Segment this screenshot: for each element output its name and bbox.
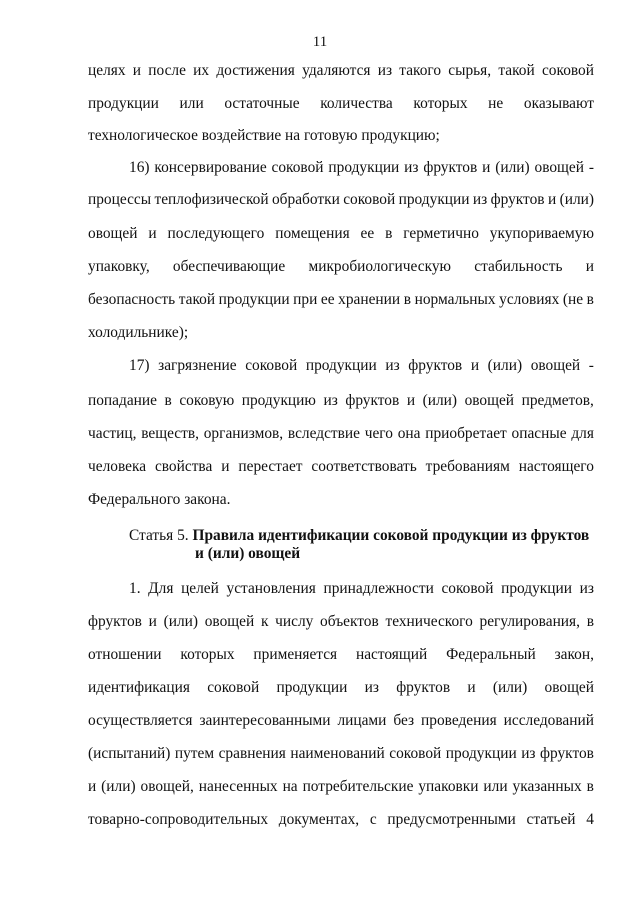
word: достижения (216, 62, 295, 79)
word: осуществляется (88, 712, 193, 729)
word: теплофизической (154, 191, 269, 208)
word: продукции (328, 159, 400, 176)
word: соковой (245, 357, 298, 374)
text-line (88, 225, 594, 243)
word: заинтересованными (199, 712, 331, 729)
word: применяется (253, 646, 338, 663)
text-line (88, 291, 594, 309)
word: соответствовать (311, 458, 417, 475)
word: документах, (278, 811, 360, 828)
word: в (164, 392, 172, 409)
word: консервирование (154, 159, 267, 176)
word: фруктов (88, 613, 142, 630)
text-line (88, 95, 594, 113)
word: такой (178, 291, 216, 308)
word: (или) (422, 392, 458, 409)
word: овощей (544, 679, 594, 696)
word: (или) (495, 159, 530, 176)
page-number: 11 (312, 34, 328, 50)
word: объектов (320, 613, 379, 630)
word: указанных (512, 778, 582, 795)
word: в (586, 613, 594, 630)
word: и (132, 62, 142, 79)
word: продукции (88, 95, 159, 112)
word: наименований (290, 745, 385, 762)
word: которых (180, 646, 235, 663)
word: свойства (154, 458, 213, 475)
word: регулирования, (479, 613, 580, 630)
word: ее (360, 225, 375, 242)
word: овощей (530, 357, 581, 374)
word: вследствие (287, 425, 360, 442)
word: их (193, 62, 210, 79)
word: и (470, 357, 480, 374)
text-line (88, 745, 594, 763)
word: проведения (421, 712, 497, 729)
word: из (385, 357, 400, 374)
word: предметов, (521, 392, 594, 409)
text-line (88, 458, 594, 476)
word: сравнения (218, 745, 286, 762)
word: микробиологическую (308, 258, 452, 275)
word: стабильность (474, 258, 563, 275)
word: предусмотренными (387, 811, 516, 828)
word: чего (364, 425, 393, 442)
word: Федеральный (446, 646, 536, 663)
word: принадлежности (323, 580, 434, 597)
word: (или) (163, 613, 199, 630)
word: соковую (179, 392, 235, 409)
word: овощей (88, 225, 138, 242)
word: соковой (271, 159, 324, 176)
word: фруктов (423, 159, 478, 176)
word: - (588, 357, 594, 374)
word: к (260, 613, 269, 630)
word: из (404, 159, 419, 176)
word: 1. (129, 580, 141, 597)
word: сырья, (448, 62, 492, 79)
word: на (282, 778, 298, 795)
text-line (88, 778, 594, 796)
word: не (488, 95, 504, 112)
word: человека (88, 458, 147, 475)
word: (или) (559, 191, 594, 208)
text-line (88, 613, 594, 631)
word: при (293, 291, 318, 308)
word: фруктов (408, 357, 463, 374)
word: числу (275, 613, 314, 630)
text-line: холодильнике); (88, 324, 189, 341)
word: в (403, 291, 411, 308)
word: 4 (586, 811, 594, 828)
word: обработки (271, 191, 340, 208)
text-line (88, 191, 594, 209)
article-heading (129, 527, 589, 545)
word: соковой (541, 62, 594, 79)
word: из (521, 745, 536, 762)
word: в (586, 778, 594, 795)
word: и (547, 191, 557, 208)
word: соковой (389, 745, 442, 762)
word: статьей (526, 811, 576, 828)
word: фруктов (540, 745, 594, 762)
word: (испытаний) (88, 745, 171, 762)
word: приобретает (425, 425, 507, 442)
word: фруктов (345, 392, 400, 409)
word: ее (320, 291, 335, 308)
word: лицами (337, 712, 387, 729)
article-title-continuation: и (или) овощей (195, 545, 301, 562)
word: последующего (167, 225, 265, 242)
word: нанесенных (198, 778, 278, 795)
word: и (406, 392, 416, 409)
word: частиц, (88, 425, 137, 442)
word: хранении (338, 291, 401, 308)
word: после (148, 62, 186, 79)
word: попадание (88, 392, 157, 409)
word: целей (181, 580, 219, 597)
word: организмов, (203, 425, 284, 442)
word: остаточные (224, 95, 300, 112)
word: продукции (305, 357, 377, 374)
word: загрязнение (158, 357, 237, 374)
word: и (148, 613, 157, 630)
word: соковой (207, 679, 260, 696)
word: упаковку, (88, 258, 150, 275)
word: в (586, 291, 594, 308)
word: отношении (88, 646, 162, 663)
word: соковой (343, 191, 396, 208)
word: (не (562, 291, 584, 308)
word: исследований (503, 712, 594, 729)
word: (или) (492, 679, 528, 696)
word: (или) (487, 357, 523, 374)
word: овощей (534, 159, 584, 176)
text-line (88, 646, 594, 664)
word: 16) (129, 159, 150, 176)
word: удаляются (302, 62, 371, 79)
text-line (88, 258, 594, 276)
word: продукции (276, 679, 348, 696)
word: идентификация (88, 679, 190, 696)
article-number: Статья 5. (129, 527, 189, 544)
word: веществ, (141, 425, 199, 442)
word: соковой (441, 580, 494, 597)
word: которых (413, 95, 468, 112)
word: она (397, 425, 421, 442)
word: настоящего (518, 458, 594, 475)
word: требованиям (425, 458, 510, 475)
word: продукции (398, 191, 470, 208)
text-line: Федерального закона. (88, 491, 231, 508)
word: продукции (501, 580, 572, 597)
word: потребительские (302, 778, 414, 795)
word: установления (226, 580, 316, 597)
text-line (129, 357, 594, 375)
word: 17) (129, 357, 150, 374)
text-line (88, 712, 594, 730)
word: из (377, 62, 393, 79)
word: фруктов (396, 679, 451, 696)
text-line (88, 811, 594, 829)
word: из (472, 191, 488, 208)
word: такой (498, 62, 535, 79)
word: и (467, 679, 476, 696)
text-line (129, 159, 594, 177)
text-line (129, 580, 594, 598)
word: фруктов (490, 191, 545, 208)
word: продукции (218, 291, 290, 308)
word: овощей (204, 613, 255, 630)
text-line (88, 62, 594, 80)
word: такого (399, 62, 442, 79)
word: количества (320, 95, 393, 112)
text-line: технологическое воздействие на готовую продукцию; (88, 127, 440, 144)
word: или (179, 95, 204, 112)
word: и (88, 778, 97, 795)
word: технического (385, 613, 473, 630)
word: укупориваемую (489, 225, 594, 242)
word: настоящий (355, 646, 428, 663)
word: продукции (445, 745, 517, 762)
word: путем (174, 745, 215, 762)
word: овощей (464, 392, 515, 409)
word: Для (148, 580, 174, 597)
word: упаковки (418, 778, 479, 795)
word: (или) (101, 778, 136, 795)
word: нормальных (414, 291, 496, 308)
word: из (323, 392, 338, 409)
word: с (369, 811, 377, 828)
word: опасные (511, 425, 567, 442)
word: в (385, 225, 393, 242)
word: процессы (88, 191, 152, 208)
word: и (221, 458, 230, 475)
text-line (88, 392, 594, 410)
article-title: Правила идентификации соковой продукции из фруктов (192, 527, 590, 544)
word: товарно-сопроводительных (88, 811, 269, 828)
text-line (88, 425, 594, 443)
word: из (364, 679, 379, 696)
word: и (585, 258, 594, 275)
word: или (483, 778, 508, 795)
word: из (579, 580, 594, 597)
word: продукцию (241, 392, 316, 409)
word: целях (88, 62, 126, 79)
text-line (88, 679, 594, 697)
word: оказывают (523, 95, 594, 112)
word: герметично (403, 225, 479, 242)
word: овощей, (140, 778, 194, 795)
word: помещения (275, 225, 350, 242)
word: безопасность (88, 291, 176, 308)
word: условиях (499, 291, 560, 308)
word: обеспечивающие (172, 258, 286, 275)
word: для (571, 425, 594, 442)
word: без (393, 712, 415, 729)
word: - (588, 159, 594, 176)
word: и (148, 225, 157, 242)
word: и (482, 159, 491, 176)
word: перестает (238, 458, 303, 475)
word: закон, (554, 646, 594, 663)
